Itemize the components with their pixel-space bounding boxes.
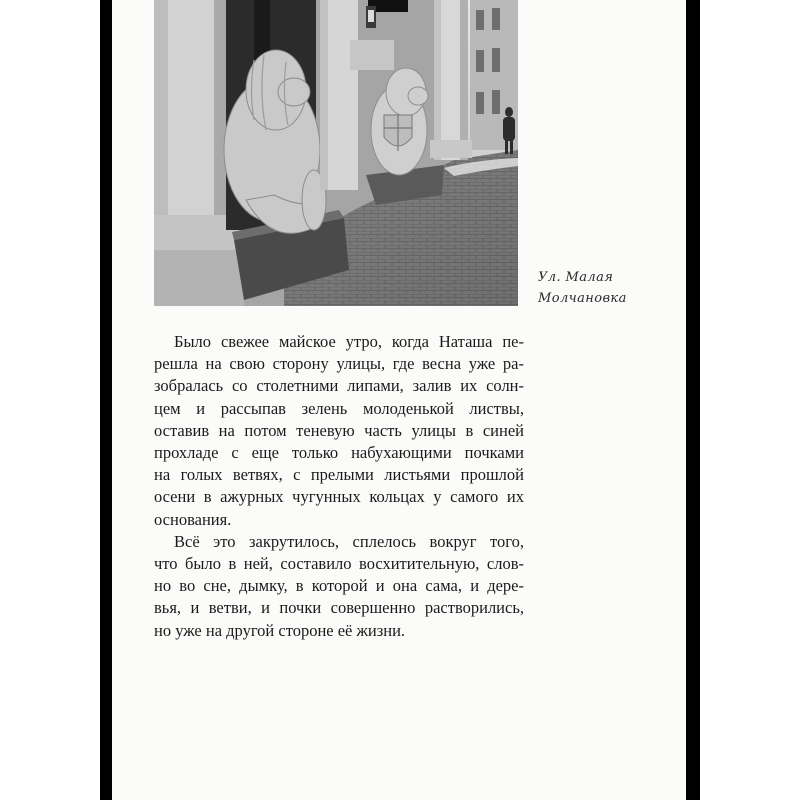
right-border [686,0,700,800]
body-text [154,331,524,642]
text-line: прохладе с еще только набухающими почками [154,443,524,463]
text-line: решла на свою сторону улицы, где весна уже ра- [154,354,524,374]
text-line: Всё это закрутилось, сплелось вокруг того, [174,531,524,551]
caption-line-2: Молчановка [538,291,627,306]
street-photo [154,0,518,306]
text-line: цем и рассыпав зелень молоденькой листвы, [154,398,524,418]
text-line: осени в ажурных чугунных кольцах у самого их [154,487,524,507]
text-line: Было свежее майское утро, когда Наташа пе- [174,332,524,351]
book-page [112,0,686,800]
text-line: оставив на потом теневую часть улицы в синей [154,420,524,440]
text-line: но уже на другой стороне её жизни. [154,620,406,640]
paragraph-1 [154,331,524,531]
left-border [100,0,112,800]
paragraph-2 [154,531,524,642]
text-line: но во сне, дымку, в которой и она сама, и дере- [154,576,524,596]
street-photo-image [154,0,518,306]
text-line: основания. [154,509,232,529]
photo-caption [538,267,678,309]
text-line: что было в ней, составило восхитительную, слов- [154,554,524,574]
caption-line-1: Ул. Малая [538,270,614,285]
text-line: зобралась со столетними липами, залив их солн- [154,376,524,396]
text-line: вья, и ветви, и почки совершенно растворились, [154,598,524,618]
text-line: на голых ветвях, с прелыми листьями прошлой [154,465,524,485]
